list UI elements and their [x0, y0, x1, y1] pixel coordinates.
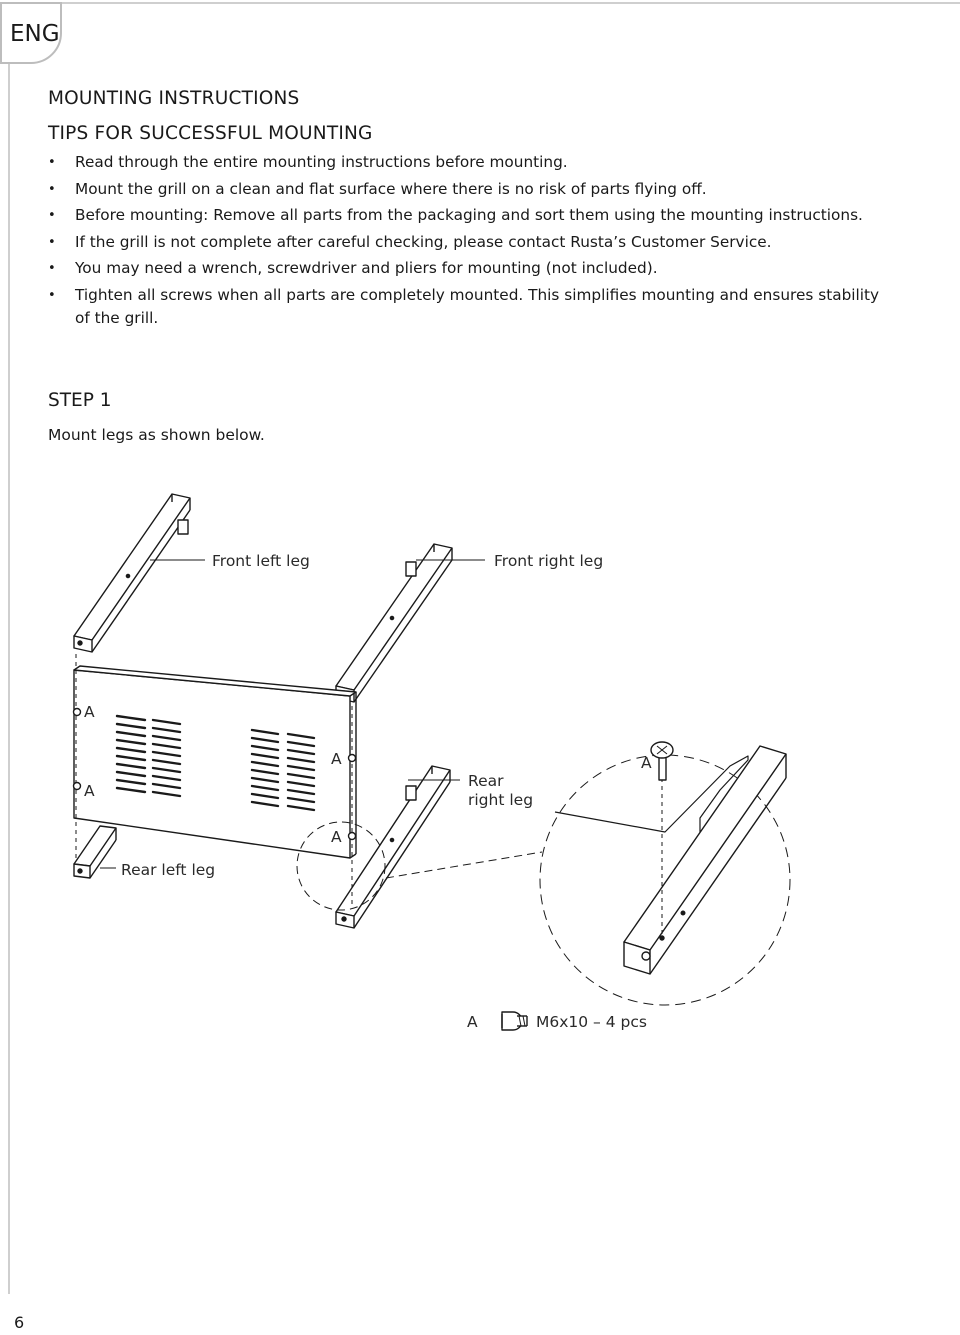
label-screw-a: A — [84, 782, 95, 800]
section-title: MOUNTING INSTRUCTIONS — [48, 88, 300, 109]
label-rear-right-leg-1: Rear — [468, 772, 504, 790]
step-instruction: Mount legs as shown below. — [48, 426, 265, 444]
page-frame-top — [62, 2, 960, 4]
legend-spec: M6x10 – 4 pcs — [536, 1013, 647, 1031]
page-number: 6 — [14, 1313, 25, 1332]
detail-link-line — [386, 852, 542, 878]
tip-item: • Tighten all screws when all parts are completely mounted. This simplifies mounting and ensures stability of the grill. — [48, 284, 888, 331]
label-rear-left-leg: Rear left leg — [121, 861, 216, 879]
assembly-diagram — [0, 480, 960, 1060]
step-title: STEP 1 — [48, 390, 112, 411]
screw-icon — [502, 1012, 527, 1030]
language-label: ENG — [10, 21, 60, 47]
label-screw-a: A — [331, 750, 342, 768]
tip-item: • Mount the grill on a clean and flat surface where there is no risk of parts flying off. — [48, 178, 888, 202]
tip-item: • You may need a wrench, screwdriver and pliers for mounting (not included). — [48, 257, 888, 281]
label-front-right-leg: Front right leg — [494, 552, 604, 570]
tip-item: • Read through the entire mounting instructions before mounting. — [48, 151, 888, 175]
label-screw-a: A — [641, 754, 652, 772]
label-front-left-leg: Front left leg — [212, 552, 310, 570]
language-badge — [0, 2, 62, 64]
rear-right-leg-drawing — [336, 766, 450, 928]
section-subtitle: TIPS FOR SUCCESSFUL MOUNTING — [48, 123, 373, 144]
tip-item: • If the grill is not complete after careful checking, please contact Rusta’s Customer Service. — [48, 231, 888, 255]
tips-list — [48, 151, 888, 334]
label-screw-a: A — [331, 828, 342, 846]
legend-letter: A — [467, 1013, 478, 1031]
label-rear-right-leg-2: right leg — [468, 791, 534, 809]
label-screw-a: A — [84, 703, 95, 721]
front-right-leg-drawing — [336, 544, 452, 702]
tip-item: • Before mounting: Remove all parts from the packaging and sort them using the mounting instructions. — [48, 204, 888, 228]
front-left-leg-drawing — [74, 494, 190, 652]
detail-callout-large — [540, 742, 790, 1005]
rear-left-leg-drawing — [74, 826, 116, 878]
